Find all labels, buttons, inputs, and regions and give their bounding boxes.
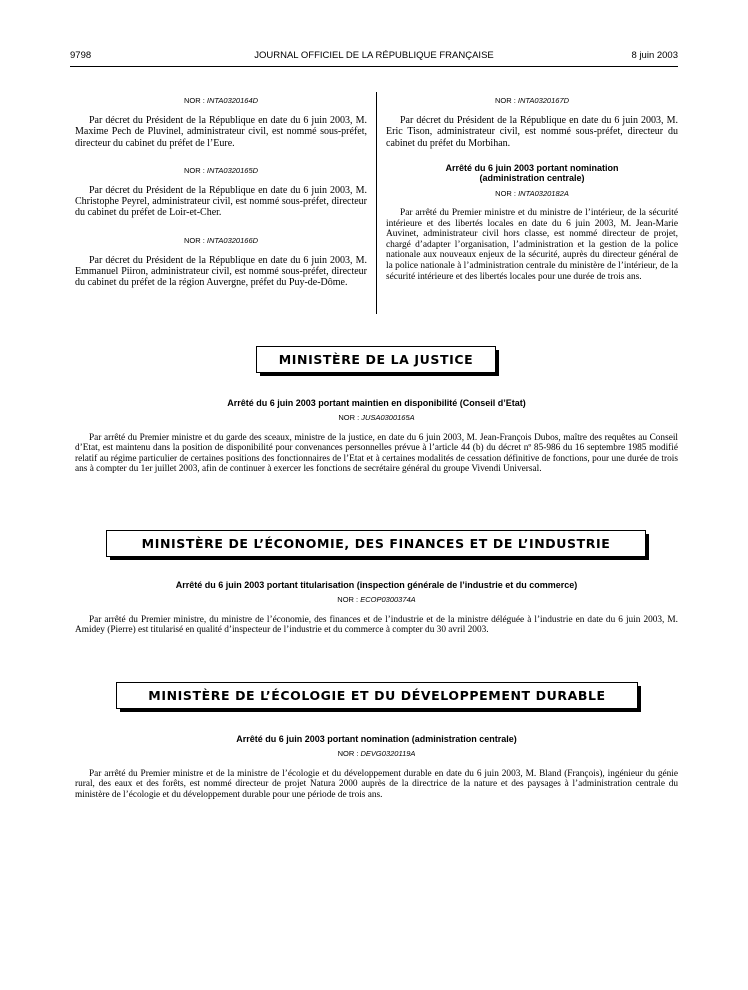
nor-reference	[386, 188, 678, 199]
header-rule	[70, 66, 678, 67]
ministry-heading: MINISTÈRE DE L’ÉCONOMIE, DES FINANCES ET DE L’INDUSTRIE	[106, 530, 646, 557]
left-column	[75, 95, 367, 299]
decree-entry	[386, 95, 678, 149]
nor-reference	[386, 95, 678, 106]
arrete-title: Arrêté du 6 juin 2003 portant nomination (administration centrale)	[236, 734, 517, 744]
arrete-title	[386, 163, 678, 184]
nor-label: NOR :	[183, 96, 205, 105]
nor-code: INTA0320167D	[517, 96, 570, 105]
nor-label: NOR :	[495, 188, 516, 198]
decree-text: Par décret du Président de la République en date du 6 juin 2003, M. Christophe Peyrel, administrateur civil, est nommé sous-préfet, directeur du cabinet du préfet de Loir-et-Cher.	[75, 185, 367, 219]
ministry-heading: MINISTÈRE DE LA JUSTICE	[256, 346, 496, 373]
ecology-section	[75, 734, 678, 800]
decree-entry	[75, 235, 367, 289]
nor-label: NOR :	[183, 165, 205, 175]
nor-reference	[75, 235, 367, 246]
nor-code: JUSA0300165A	[361, 412, 415, 422]
nor-label: NOR :	[337, 748, 359, 758]
right-column	[386, 95, 678, 293]
arrete-entry	[386, 163, 678, 282]
nor-reference	[75, 412, 678, 423]
arrete-text: Par arrêté du Premier ministre et du ministre de l’intérieur, de la sécurité intérieure et des libertés locales en date du 6 juin 2003, M. Jean-Marie Auvinet, administrateur civil hors classe, est nommé directeur de projet, chargé d’adapter l’organisation, l’administration et la gestion de la police nationale aux nouveaux enjeux de la sécurité, auprès du directeur général de la police nationale à l’administration centrale du ministère de l’intérieur, de la sécurité intérieure et des libertés locales pour une durée de trois ans.	[386, 208, 678, 282]
decree-text: Par décret du Président de la République en date du 6 juin 2003, M. Maxime Pech de Pluvinel, administrateur civil, est nommé sous-préfet, directeur du cabinet du préfet de l’Eure.	[75, 115, 367, 149]
nor-label: NOR :	[337, 594, 359, 604]
arrete-text: Par arrêté du Premier ministre et de la ministre de l’écologie et du développement durable en date du 6 juin 2003, M. Bland (François), ingénieur du génie rural, des eaux et des forêts, est nommé directeur de projet Natura 2000 auprès de la directrice de la nature et des paysages à l’administration centrale du ministère de l’écologie et du développement durable pour une période de trois ans.	[75, 768, 678, 800]
arrete-text: Par arrêté du Premier ministre et du garde des sceaux, ministre de la justice, en date du 6 juin 2003, M. Jean-François Dubos, maître des requêtes au Conseil d’Etat, est maintenu dans la position de disponibilité pour convenances personnelles prévue à l’article 44 (b) du décret nº 85-986 du 16 septembre 1985 modifié relatif au régime particulier de certaines positions des fonctionnaires de l’Etat et à certaines modalités de cessation définitive de fonctions, pour une durée de trois ans à compter du 1er juillet 2003, afin de continuer à exercer les fonctions de secrétaire général du groupe Vivendi Universal.	[75, 432, 678, 475]
nor-code: INTA0320166D	[206, 235, 259, 245]
justice-section	[75, 398, 678, 475]
nor-reference	[75, 165, 367, 176]
nor-code: ECOP0300374A	[360, 594, 416, 604]
decree-text: Par décret du Président de la République en date du 6 juin 2003, M. Eric Tison, administrateur civil, est nommé sous-préfet, directeur du cabinet du préfet du Morbihan.	[386, 115, 678, 149]
decree-entry	[75, 165, 367, 219]
decree-text: Par décret du Président de la République en date du 6 juin 2003, M. Emmanuel Piiron, administrateur civil, est nommé sous-préfet, directeur du cabinet du préfet de la région Auvergne, préfet du Puy-de-Dôme.	[75, 254, 367, 289]
decree-entry	[75, 95, 367, 149]
page-header	[70, 50, 678, 64]
ministry-heading: MINISTÈRE DE L’ÉCOLOGIE ET DU DÉVELOPPEMENT DURABLE	[116, 682, 638, 709]
arrete-text: Par arrêté du Premier ministre, du ministre de l’économie, des finances et de l’industrie et de la ministre déléguée à l’industrie en date du 6 juin 2003, M. Amidey (Pierre) est titularisé en qualité d’inspecteur de l’industrie et du commerce à compter du 30 avril 2003.	[75, 614, 678, 636]
nor-reference	[75, 748, 678, 759]
arrete-title-line: (administration centrale)	[479, 173, 585, 184]
column-divider	[376, 92, 377, 314]
nor-code: INTA0320165D	[206, 165, 259, 175]
issue-date: 8 juin 2003	[631, 50, 678, 61]
nor-code: DEVG0320119A	[360, 748, 416, 758]
journal-title: JOURNAL OFFICIEL DE LA RÉPUBLIQUE FRANÇAISE	[254, 50, 494, 61]
arrete-title: Arrêté du 6 juin 2003 portant maintien en disponibilité (Conseil d’Etat)	[227, 398, 526, 408]
nor-code: INTA0320182A	[518, 188, 569, 198]
nor-code: INTA0320164D	[206, 96, 259, 105]
nor-reference	[75, 594, 678, 605]
nor-label: NOR :	[338, 412, 360, 422]
page-number: 9798	[70, 50, 92, 61]
nor-label: NOR :	[494, 96, 516, 105]
arrete-title: Arrêté du 6 juin 2003 portant titularisation (inspection générale de l’industrie et du commerce)	[175, 580, 578, 590]
economy-section	[75, 580, 678, 636]
arrete-title-line: Arrêté du 6 juin 2003 portant nomination	[445, 162, 619, 173]
nor-label: NOR :	[183, 235, 205, 245]
nor-reference	[75, 95, 367, 106]
